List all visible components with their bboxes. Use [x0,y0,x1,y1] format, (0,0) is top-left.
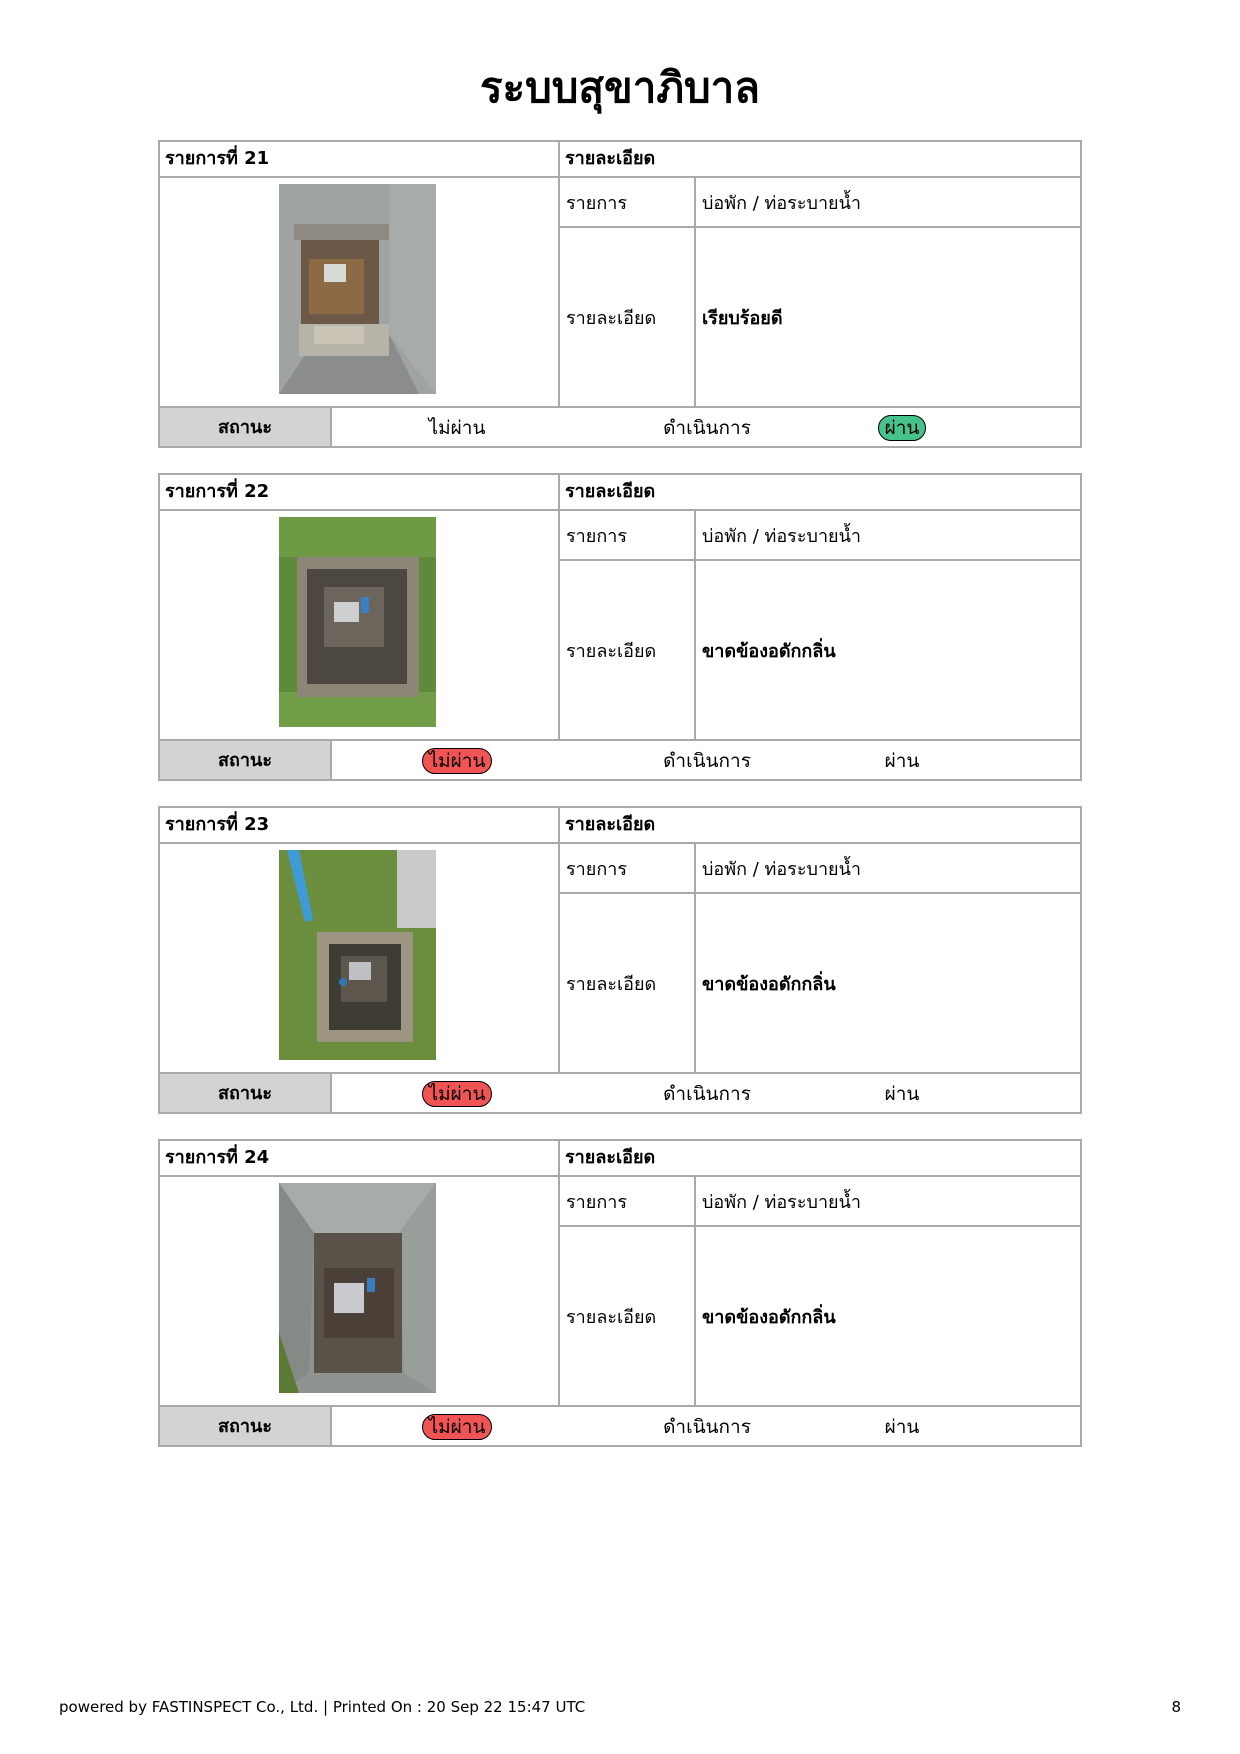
status-option-in-progress[interactable] [632,1407,782,1447]
item-number: รายการที่ 22 [165,481,270,502]
inspection-card [158,806,1082,1114]
status-selected-pass: ผ่าน [878,415,927,441]
inspection-photo[interactable] [279,1183,436,1393]
status-label: สถานะ [160,1072,330,1112]
inspection-photo[interactable] [279,850,436,1060]
page-title: ระบบสุขาภิบาล [479,63,761,112]
inspection-card [158,1139,1082,1447]
detail-label: รายละเอียด [566,973,657,995]
item-value-cell [694,842,1080,892]
item-value: บ่อพัก / ท่อระบายน้ำ [702,1191,862,1213]
detail-label-cell [558,1225,694,1405]
item-label-cell [558,842,694,892]
status-option-fail[interactable] [392,1074,522,1114]
item-label: รายการ [566,858,627,880]
status-option-in-progress-label: ดำเนินการ [663,417,751,439]
status-option-in-progress[interactable] [632,1074,782,1114]
detail-value-cell [694,892,1080,1072]
detail-value-cell [694,1225,1080,1405]
inspection-card [158,140,1082,448]
status-option-pass[interactable] [852,741,952,781]
details-header: รายละเอียด [558,808,1080,842]
status-option-in-progress[interactable] [632,741,782,781]
status-option-fail-label: ไม่ผ่าน [428,417,486,439]
item-label-cell [558,509,694,559]
item-value: บ่อพัก / ท่อระบายน้ำ [702,192,862,214]
inspection-card [158,473,1082,781]
details-header: รายละเอียด [558,1141,1080,1175]
status-option-pass[interactable] [852,1074,952,1114]
photo-cell [160,842,558,1072]
status-label: สถานะ [160,739,330,779]
item-label-cell [558,1175,694,1225]
status-label: สถานะ [160,406,330,446]
details-header: รายละเอียด [558,475,1080,509]
photo-cell [160,1175,558,1405]
status-selected-fail: ไม่ผ่าน [422,1081,493,1107]
status-option-fail[interactable] [392,408,522,448]
item-label: รายการ [566,1191,627,1213]
page-number: 8 [1171,1698,1181,1716]
status-selected-fail: ไม่ผ่าน [422,748,493,774]
status-option-pass[interactable] [852,408,952,448]
photo-cell [160,509,558,739]
detail-label: รายละเอียด [566,640,657,662]
status-options [330,406,1080,446]
status-option-in-progress-label: ดำเนินการ [663,750,751,772]
details-header: รายละเอียด [558,142,1080,176]
detail-label: รายละเอียด [566,1306,657,1328]
status-options [330,1072,1080,1112]
inspection-photo[interactable] [279,184,436,394]
status-options [330,739,1080,779]
item-label: รายการ [566,192,627,214]
item-label: รายการ [566,525,627,547]
item-number: รายการที่ 23 [165,814,270,835]
item-value-cell [694,176,1080,226]
detail-value-cell [694,226,1080,406]
status-option-pass-label: ผ่าน [884,1083,920,1105]
inspection-photo[interactable] [279,517,436,727]
status-option-in-progress[interactable] [632,408,782,448]
item-value: บ่อพัก / ท่อระบายน้ำ [702,525,862,547]
status-option-pass-label: ผ่าน [884,1416,920,1438]
photo-cell [160,176,558,406]
status-options [330,1405,1080,1445]
item-label-cell [558,176,694,226]
status-option-fail[interactable] [392,1407,522,1447]
status-label: สถานะ [160,1405,330,1445]
status-option-in-progress-label: ดำเนินการ [663,1416,751,1438]
detail-value: ขาดข้องอดักกลิ่น [702,973,836,995]
status-option-pass[interactable] [852,1407,952,1447]
status-selected-fail: ไม่ผ่าน [422,1414,493,1440]
detail-value: ขาดข้องอดักกลิ่น [702,640,836,662]
item-value-cell [694,1175,1080,1225]
detail-label-cell [558,559,694,739]
detail-value: ขาดข้องอดักกลิ่น [702,1306,836,1328]
detail-label-cell [558,226,694,406]
item-number: รายการที่ 24 [165,1147,270,1168]
detail-value: เรียบร้อยดี [702,307,783,329]
detail-label: รายละเอียด [566,307,657,329]
status-option-pass-label: ผ่าน [884,750,920,772]
status-option-fail[interactable] [392,741,522,781]
status-option-in-progress-label: ดำเนินการ [663,1083,751,1105]
footer-text: powered by FASTINSPECT Co., Ltd. | Printed On : 20 Sep 22 15:47 UTC [59,1698,586,1716]
item-number: รายการที่ 21 [165,148,270,169]
item-value-cell [694,509,1080,559]
item-value: บ่อพัก / ท่อระบายน้ำ [702,858,862,880]
detail-value-cell [694,559,1080,739]
detail-label-cell [558,892,694,1072]
